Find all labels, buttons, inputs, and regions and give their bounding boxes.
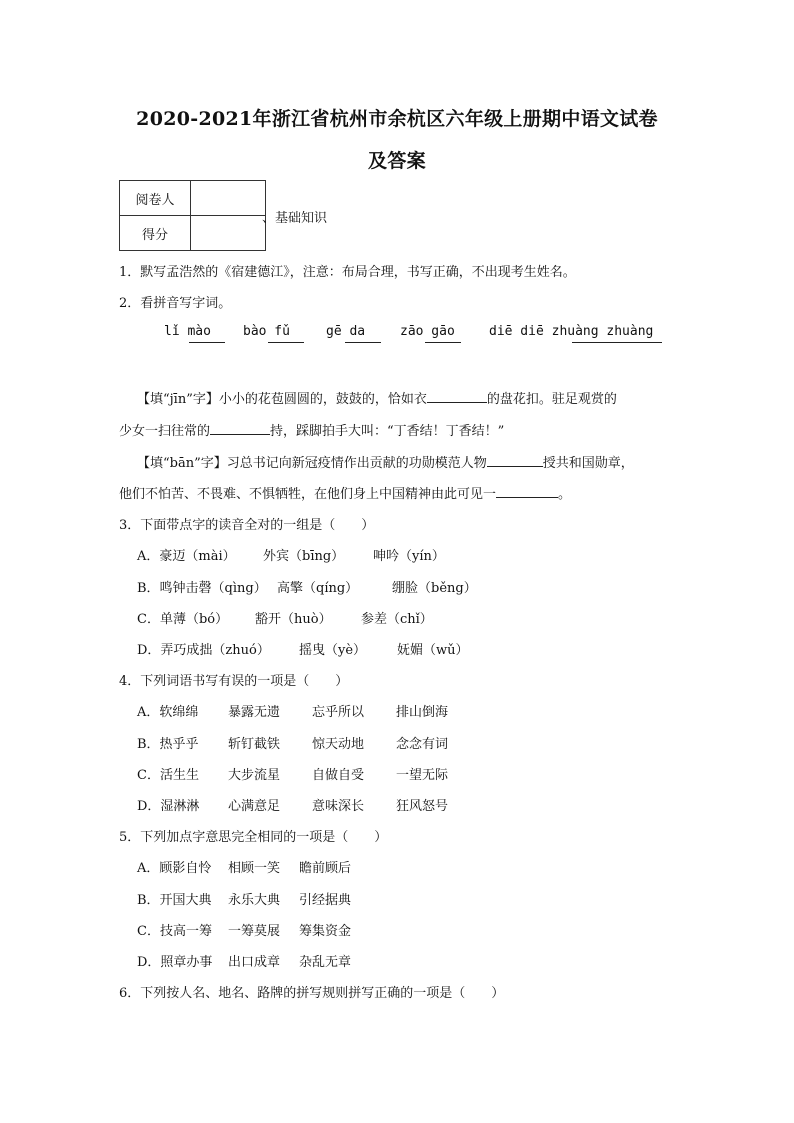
q4-option-c[interactable]	[137, 764, 448, 783]
answer-blank-2[interactable]	[268, 342, 304, 343]
q4-c-word3: 自做自受	[312, 768, 365, 783]
q5-option-b[interactable]	[137, 889, 351, 908]
q4-b-word3: 惊天动地	[312, 737, 365, 752]
score-label: 得分	[120, 216, 191, 251]
q3-c-item3: 参差（chǐ）	[361, 612, 433, 627]
q3-option-a[interactable]	[137, 545, 445, 564]
q5-b-word2: 永乐大典	[228, 893, 281, 908]
q5-d-word1: D．照章办事	[137, 955, 213, 970]
section-heading: 、基础知识	[262, 211, 328, 226]
pinyin-4: zāo gāo	[400, 324, 455, 339]
q4-b-word2: 斩钉截铁	[228, 737, 281, 752]
q3-b-item2: 高擎（qíng）	[277, 581, 359, 596]
q4-c-word2: 大步流星	[228, 768, 281, 783]
fill-jin-text-c: 少女一扫往常的	[119, 424, 211, 439]
fill-ban-text-c: 他们不怕苦、不畏难、不惧牺牲，在他们身上中国精神由此可见一	[119, 487, 497, 502]
q4-a-word1: A．软绵绵	[137, 705, 199, 720]
question-1: 1．默写孟浩然的《宿建德江》，注意：布局合理，书写正确，不出现考生姓名。	[119, 265, 576, 280]
q5-a-word3: 瞻前顾后	[299, 861, 352, 876]
answer-blank-4[interactable]	[425, 342, 461, 343]
question-6: 6．下列按人名、地名、路牌的拼写规则拼写正确的一项是（ ）	[119, 986, 505, 1001]
q5-option-d[interactable]	[137, 951, 351, 970]
pinyin-5: diē diē zhuàng zhuàng	[489, 324, 654, 339]
q3-b-item1: B．鸣钟击磬（qìng）	[137, 581, 267, 596]
q3-c-item2: 豁开（huò）	[255, 612, 332, 627]
q5-option-a[interactable]	[137, 857, 351, 876]
question-4: 4．下列词语书写有误的一项是（ ）	[119, 674, 349, 689]
q4-option-a[interactable]	[137, 701, 448, 720]
grader-label: 阅卷人	[120, 181, 191, 216]
q3-c-item1: C．单薄（bó）	[137, 612, 229, 627]
q4-c-word4: 一望无际	[396, 768, 449, 783]
q4-option-b[interactable]	[137, 733, 448, 752]
q5-a-word2: 相顾一笑	[228, 861, 281, 876]
q4-d-word2: 心满意足	[228, 799, 281, 814]
q5-c-word2: 一筹莫展	[228, 924, 281, 939]
q5-d-word3: 杂乱无章	[299, 955, 352, 970]
q4-a-word3: 忘乎所以	[312, 705, 365, 720]
fill-jin-blank-2[interactable]	[210, 422, 270, 435]
pinyin-3: gē da	[326, 324, 366, 339]
q4-b-word1: B．热乎乎	[137, 737, 199, 752]
fill-ban-text-b: 授共和国勋章，	[542, 456, 634, 471]
q3-b-item3: 绷脸（běng）	[392, 581, 477, 596]
q3-d-item3: 妩媚（wǔ）	[397, 643, 469, 658]
pinyin-2: bào fǔ	[243, 324, 290, 339]
q4-d-word4: 狂风怒号	[396, 799, 449, 814]
question-3: 3．下面带点字的读音全对的一组是（ ）	[119, 518, 375, 533]
q5-c-word3: 筹集资金	[299, 924, 352, 939]
score-cell	[191, 216, 266, 251]
q3-d-item2: 摇曳（yè）	[299, 643, 367, 658]
fill-ban-line2	[119, 483, 571, 502]
q5-b-word3: 引经据典	[299, 893, 352, 908]
q5-a-word1: A．顾影自怜	[137, 861, 212, 876]
q4-d-word1: D．湿淋淋	[137, 799, 200, 814]
q4-a-word2: 暴露无遗	[228, 705, 281, 720]
document-title-line1: 2020-2021年浙江省杭州市余杭区六年级上册期中语文试卷	[136, 108, 658, 130]
q3-option-b[interactable]	[137, 577, 477, 596]
document-title-line2: 及答案	[368, 150, 426, 172]
q5-option-c[interactable]	[137, 920, 351, 939]
q3-a-item2: 外宾（bīng）	[263, 549, 345, 564]
q3-a-item1: A．豪迈（mài）	[137, 549, 236, 564]
q3-d-item1: D．弄巧成拙（zhuó）	[137, 643, 270, 658]
q3-option-c[interactable]	[137, 608, 433, 627]
fill-ban-text-d: 。	[558, 487, 572, 502]
q4-d-word3: 意味深长	[312, 799, 365, 814]
question-2: 2．看拼音写字词。	[119, 296, 232, 311]
fill-jin-blank-1[interactable]	[427, 390, 487, 403]
q4-a-word4: 排山倒海	[396, 705, 449, 720]
q3-a-item3: 呻吟（yín）	[373, 549, 445, 564]
grader-cell	[191, 181, 266, 216]
q4-b-word4: 念念有词	[396, 737, 449, 752]
score-table	[119, 180, 266, 251]
answer-blank-3[interactable]	[345, 342, 381, 343]
fill-ban-blank-2[interactable]	[496, 485, 558, 498]
fill-jin-line2	[119, 420, 504, 439]
q5-c-word1: C．技高一筹	[137, 924, 212, 939]
fill-ban-text-a: 【填“bān”字】习总书记向新冠疫情作出贡献的功勋模范人物	[137, 456, 487, 471]
fill-jin-line1	[137, 388, 617, 407]
question-5: 5．下列加点字意思完全相同的一项是（ ）	[119, 830, 388, 845]
fill-ban-line1	[137, 452, 634, 471]
fill-jin-text-d: 持，踩脚拍手大叫：“丁香结！丁香结！”	[270, 424, 505, 439]
pinyin-1: lǐ mào	[164, 324, 211, 339]
q4-c-word1: C．活生生	[137, 768, 199, 783]
fill-jin-text-b: 的盘花扣。驻足观赏的	[486, 392, 617, 407]
q3-option-d[interactable]	[137, 639, 469, 658]
answer-blank-5[interactable]	[572, 342, 662, 343]
q4-option-d[interactable]	[137, 795, 448, 814]
q5-d-word2: 出口成章	[228, 955, 281, 970]
fill-jin-text-a: 【填“jīn”字】小小的花苞圆圆的，鼓鼓的，恰如衣	[137, 392, 427, 407]
answer-blank-1[interactable]	[189, 342, 225, 343]
q5-b-word1: B．开国大典	[137, 893, 212, 908]
fill-ban-blank-1[interactable]	[487, 454, 543, 467]
